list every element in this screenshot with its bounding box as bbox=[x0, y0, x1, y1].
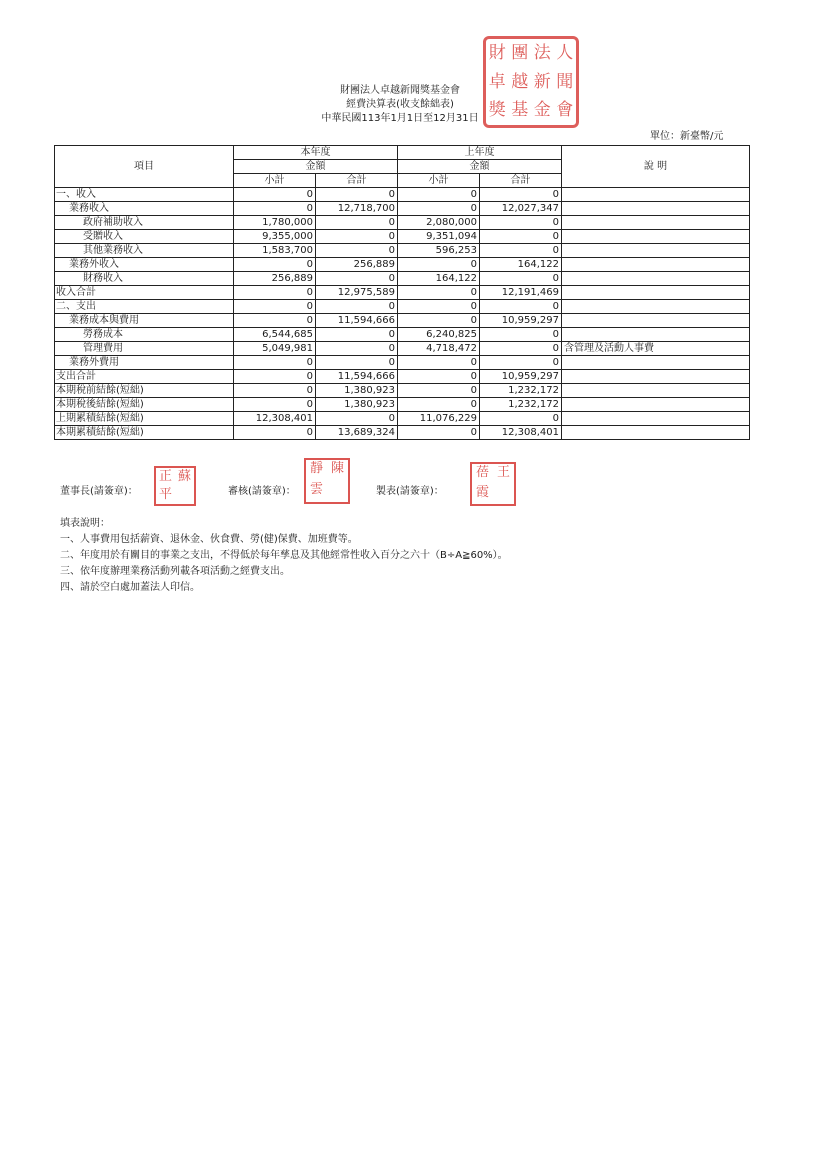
row-label: 業務收入 bbox=[55, 202, 234, 216]
previous-subtotal-cell: 2,080,000 bbox=[398, 216, 480, 230]
header-previous-total: 合計 bbox=[480, 174, 562, 188]
reviewer-seal bbox=[304, 458, 350, 504]
current-subtotal-cell: 0 bbox=[234, 286, 316, 300]
row-label: 勞務成本 bbox=[55, 328, 234, 342]
note-cell bbox=[562, 300, 750, 314]
header-note: 說 明 bbox=[562, 146, 750, 188]
note-item: 三、依年度辦理業務活動列載各項活動之經費支出。 bbox=[60, 566, 290, 577]
previous-total-cell: 0 bbox=[480, 230, 562, 244]
org-name: 財團法人卓越新聞獎基金會 bbox=[340, 85, 460, 96]
previous-total-cell: 0 bbox=[480, 342, 562, 356]
table-row bbox=[55, 272, 750, 286]
current-total-cell: 0 bbox=[316, 216, 398, 230]
previous-total-cell: 12,308,401 bbox=[480, 426, 562, 440]
current-total-cell: 0 bbox=[316, 244, 398, 258]
note-cell bbox=[562, 286, 750, 300]
previous-subtotal-cell: 0 bbox=[398, 384, 480, 398]
note-cell bbox=[562, 230, 750, 244]
note-cell bbox=[562, 384, 750, 398]
note-cell bbox=[562, 202, 750, 216]
note-cell bbox=[562, 314, 750, 328]
current-subtotal-cell: 1,583,700 bbox=[234, 244, 316, 258]
previous-total-cell: 0 bbox=[480, 216, 562, 230]
current-total-cell: 0 bbox=[316, 342, 398, 356]
corporate-seal bbox=[483, 36, 579, 128]
current-total-cell: 12,718,700 bbox=[316, 202, 398, 216]
note-cell bbox=[562, 356, 750, 370]
current-subtotal-cell: 6,544,685 bbox=[234, 328, 316, 342]
current-total-cell: 0 bbox=[316, 412, 398, 426]
seal-character: 雲 bbox=[309, 482, 323, 497]
table-row bbox=[55, 328, 750, 342]
table-row bbox=[55, 258, 750, 272]
row-label: 本期稅後結餘(短絀) bbox=[55, 398, 234, 412]
current-subtotal-cell: 0 bbox=[234, 356, 316, 370]
current-total-cell: 1,380,923 bbox=[316, 398, 398, 412]
seal-character: 平 bbox=[158, 487, 172, 502]
table-row bbox=[55, 356, 750, 370]
previous-subtotal-cell: 596,253 bbox=[398, 244, 480, 258]
previous-subtotal-cell: 0 bbox=[398, 356, 480, 370]
header-previous-year: 上年度 bbox=[398, 146, 562, 160]
seal-character bbox=[493, 484, 514, 504]
previous-total-cell: 10,959,297 bbox=[480, 370, 562, 384]
current-subtotal-cell: 5,049,981 bbox=[234, 342, 316, 356]
note-cell bbox=[562, 328, 750, 342]
notes-heading: 填表說明： bbox=[60, 518, 110, 529]
row-label: 二、支出 bbox=[55, 300, 234, 314]
row-label: 收入合計 bbox=[55, 286, 234, 300]
header-current-year: 本年度 bbox=[234, 146, 398, 160]
previous-subtotal-cell: 4,718,472 bbox=[398, 342, 480, 356]
table-row bbox=[55, 188, 750, 202]
previous-subtotal-cell: 0 bbox=[398, 300, 480, 314]
note-cell: 含管理及活動人事費 bbox=[562, 342, 750, 356]
seal-character: 靜 bbox=[309, 461, 323, 476]
previous-total-cell: 164,122 bbox=[480, 258, 562, 272]
previous-total-cell: 0 bbox=[480, 412, 562, 426]
table-row bbox=[55, 412, 750, 426]
report-period: 中華民國113年1月1日至12月31日 bbox=[321, 113, 479, 124]
header-previous-amount: 金額 bbox=[398, 160, 562, 174]
seal-character: 新 bbox=[533, 71, 551, 92]
seal-character: 法 bbox=[533, 43, 551, 63]
row-label: 財務收入 bbox=[55, 272, 234, 286]
row-label: 上期累積結餘(短絀) bbox=[55, 412, 234, 426]
current-subtotal-cell: 256,889 bbox=[234, 272, 316, 286]
note-cell bbox=[562, 188, 750, 202]
current-total-cell: 0 bbox=[316, 356, 398, 370]
table-row bbox=[55, 202, 750, 216]
currency-unit: 單位：新臺幣/元 bbox=[650, 131, 724, 142]
note-cell bbox=[562, 216, 750, 230]
table-row bbox=[55, 230, 750, 244]
previous-subtotal-cell: 0 bbox=[398, 188, 480, 202]
row-label: 受贈收入 bbox=[55, 230, 234, 244]
seal-character: 王 bbox=[496, 465, 510, 480]
current-subtotal-cell: 0 bbox=[234, 384, 316, 398]
previous-total-cell: 12,191,469 bbox=[480, 286, 562, 300]
table-row bbox=[55, 300, 750, 314]
table-row bbox=[55, 384, 750, 398]
preparer-seal bbox=[470, 462, 516, 506]
previous-subtotal-cell: 0 bbox=[398, 258, 480, 272]
previous-total-cell: 1,232,172 bbox=[480, 398, 562, 412]
current-subtotal-cell: 9,355,000 bbox=[234, 230, 316, 244]
previous-total-cell: 1,232,172 bbox=[480, 384, 562, 398]
current-subtotal-cell: 0 bbox=[234, 202, 316, 216]
row-label: 支出合計 bbox=[55, 370, 234, 384]
row-label: 其他業務收入 bbox=[55, 244, 234, 258]
note-cell bbox=[562, 272, 750, 286]
previous-subtotal-cell: 0 bbox=[398, 314, 480, 328]
preparer-signature-label: 製表(請簽章)： bbox=[376, 486, 444, 497]
seal-character: 團 bbox=[511, 43, 529, 63]
current-total-cell: 0 bbox=[316, 300, 398, 314]
header-previous-subtotal: 小計 bbox=[398, 174, 480, 188]
current-total-cell: 0 bbox=[316, 328, 398, 342]
current-subtotal-cell: 0 bbox=[234, 426, 316, 440]
seal-character: 財 bbox=[488, 43, 506, 63]
signature-row bbox=[60, 461, 760, 520]
seal-character bbox=[327, 481, 348, 502]
row-label: 本期累積結餘(短絀) bbox=[55, 426, 234, 440]
previous-subtotal-cell: 11,076,229 bbox=[398, 412, 480, 426]
report-title: 經費決算表(收支餘絀表) bbox=[346, 99, 454, 110]
previous-total-cell: 0 bbox=[480, 328, 562, 342]
table-row bbox=[55, 314, 750, 328]
row-label: 一、收入 bbox=[55, 188, 234, 202]
header-current-total: 合計 bbox=[316, 174, 398, 188]
note-cell bbox=[562, 426, 750, 440]
note-item: 一、人事費用包括薪資、退休金、伙食費、勞(健)保費、加班費等。 bbox=[60, 534, 358, 545]
current-total-cell: 0 bbox=[316, 230, 398, 244]
previous-total-cell: 0 bbox=[480, 300, 562, 314]
table-row bbox=[55, 398, 750, 412]
seal-character: 陳 bbox=[330, 461, 344, 476]
note-cell bbox=[562, 398, 750, 412]
table-row bbox=[55, 342, 750, 356]
note-cell bbox=[562, 370, 750, 384]
note-cell bbox=[562, 258, 750, 272]
note-item: 二、年度用於有關目的事業之支出，不得低於每年孳息及其他經常性收入百分之六十（B÷A≧60%）。 bbox=[60, 550, 508, 561]
reviewer-signature-label: 審核(請簽章)： bbox=[228, 486, 296, 497]
table-row bbox=[55, 426, 750, 440]
seal-character: 卓 bbox=[488, 71, 506, 92]
previous-total-cell: 0 bbox=[480, 356, 562, 370]
previous-subtotal-cell: 0 bbox=[398, 370, 480, 384]
seal-character: 獎 bbox=[488, 100, 506, 121]
seal-character: 會 bbox=[556, 100, 574, 121]
note-cell bbox=[562, 244, 750, 258]
chairman-signature-label: 董事長(請簽章)： bbox=[60, 486, 138, 497]
filling-instructions bbox=[60, 516, 508, 596]
current-subtotal-cell: 0 bbox=[234, 314, 316, 328]
table-row bbox=[55, 216, 750, 230]
current-subtotal-cell: 0 bbox=[234, 398, 316, 412]
previous-subtotal-cell: 164,122 bbox=[398, 272, 480, 286]
current-total-cell: 12,975,589 bbox=[316, 286, 398, 300]
financial-statement-table bbox=[54, 145, 750, 440]
current-total-cell: 13,689,324 bbox=[316, 426, 398, 440]
seal-character: 霞 bbox=[475, 485, 489, 500]
previous-subtotal-cell: 0 bbox=[398, 286, 480, 300]
seal-character: 越 bbox=[511, 71, 529, 92]
previous-subtotal-cell: 0 bbox=[398, 202, 480, 216]
previous-total-cell: 10,959,297 bbox=[480, 314, 562, 328]
previous-subtotal-cell: 9,351,094 bbox=[398, 230, 480, 244]
current-total-cell: 0 bbox=[316, 188, 398, 202]
previous-total-cell: 0 bbox=[480, 244, 562, 258]
seal-character: 基 bbox=[511, 100, 529, 121]
header-current-subtotal: 小計 bbox=[234, 174, 316, 188]
current-subtotal-cell: 0 bbox=[234, 188, 316, 202]
previous-total-cell: 0 bbox=[480, 188, 562, 202]
note-item: 四、請於空白處加蓋法人印信。 bbox=[60, 582, 200, 593]
current-subtotal-cell: 0 bbox=[234, 370, 316, 384]
seal-character: 金 bbox=[533, 100, 551, 121]
row-label: 業務外費用 bbox=[55, 356, 234, 370]
table-row bbox=[55, 244, 750, 258]
note-cell bbox=[562, 412, 750, 426]
row-label: 業務成本與費用 bbox=[55, 314, 234, 328]
seal-character: 人 bbox=[556, 43, 574, 63]
current-subtotal-cell: 12,308,401 bbox=[234, 412, 316, 426]
row-label: 管理費用 bbox=[55, 342, 234, 356]
seal-character: 蓓 bbox=[475, 465, 489, 480]
previous-total-cell: 12,027,347 bbox=[480, 202, 562, 216]
seal-character: 正 bbox=[158, 469, 172, 484]
current-total-cell: 11,594,666 bbox=[316, 314, 398, 328]
row-label: 本期稅前結餘(短絀) bbox=[55, 384, 234, 398]
header-current-amount: 金額 bbox=[234, 160, 398, 174]
current-total-cell: 11,594,666 bbox=[316, 370, 398, 384]
current-subtotal-cell: 0 bbox=[234, 258, 316, 272]
current-total-cell: 256,889 bbox=[316, 258, 398, 272]
previous-subtotal-cell: 0 bbox=[398, 398, 480, 412]
current-subtotal-cell: 1,780,000 bbox=[234, 216, 316, 230]
table-row bbox=[55, 286, 750, 300]
chairman-seal bbox=[154, 466, 196, 506]
header-item: 項目 bbox=[55, 146, 234, 188]
table-row bbox=[55, 370, 750, 384]
row-label: 政府補助收入 bbox=[55, 216, 234, 230]
current-total-cell: 0 bbox=[316, 272, 398, 286]
previous-total-cell: 0 bbox=[480, 272, 562, 286]
current-total-cell: 1,380,923 bbox=[316, 384, 398, 398]
row-label: 業務外收入 bbox=[55, 258, 234, 272]
current-subtotal-cell: 0 bbox=[234, 300, 316, 314]
previous-subtotal-cell: 0 bbox=[398, 426, 480, 440]
seal-character: 蘇 bbox=[177, 469, 191, 484]
previous-subtotal-cell: 6,240,825 bbox=[398, 328, 480, 342]
seal-character bbox=[175, 486, 194, 504]
seal-character: 聞 bbox=[556, 71, 574, 92]
